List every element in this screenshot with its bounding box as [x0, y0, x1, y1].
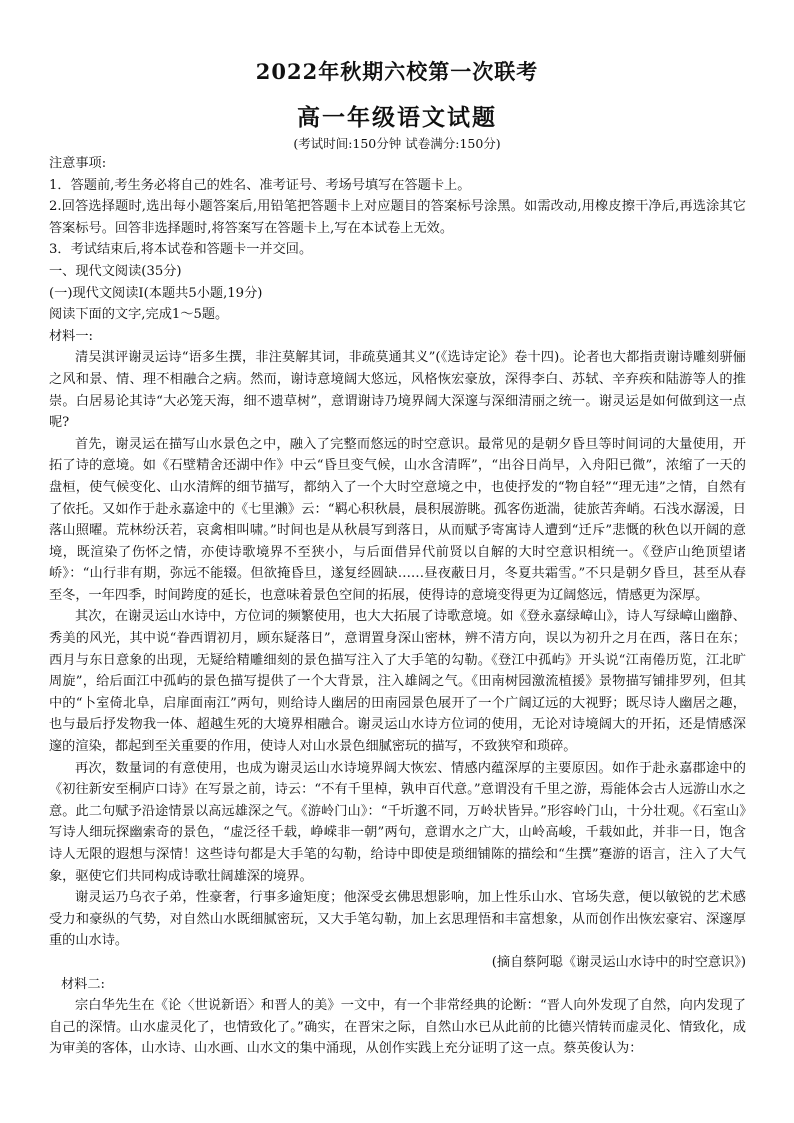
- material-label: 材料一:: [49, 328, 94, 344]
- material-paragraph: 再次，数量词的有意使用，也成为谢灵运山水诗境界阔大恢宏、情感内蕴深厚的主要原因。如作于赴永嘉郡途中的《初往新安至桐庐口诗》在写景之前，诗云：“不有千里棹，孰申百代意。”意谓没有千里之游，焉能体会古人远游山水之意。此二句赋予沿途情景以高远雄深之气。《游岭门山》：“千圻邈不同，万岭状皆异。”形容岭门山，十分壮观。《石室山》写诗人细玩探幽索奇的景色，“虚泛径千载，峥嵘非一朝”两句，意谓水之广大，山岭高峻，千载如此，并非一日，饱含诗人无限的遐想与深情！这些诗句都是大手笔的勾勒，给诗中即使是琐细铺陈的描绘和“生撰”蹇游的语言，注入了大气象，驱使它们共同构成诗歌壮阔雄深的境界。: [49, 760, 746, 884]
- exam-title: 2022年秋期六校第一次联考: [255, 59, 539, 84]
- notice-heading: 注意事项:: [49, 156, 107, 171]
- notice-item: 2.回答选择题时,选出每小题答案后,用铅笔把答题卡上对应题目的答案标号涂黑。如需改动,用橡皮擦干净后,再选涂其它答案标号。回答非选择题时,将答案写在答题卡上,写在本试卷上无效。: [49, 199, 746, 236]
- material-paragraph: 宗白华先生在《论〈世说新语〉和晋人的美》一文中，有一个非常经典的论断：“晋人向外发现了自然，向内发现了自己的深情。山水虚灵化了，也情致化了。”确实，在晋宋之际，自然山水已从此前的比德兴情转而虚灵化、情致化，成为审美的客体，山水诗、山水画、山水文的集中涌现，从创作实践上充分证明了这一点。蔡英俊认为：: [49, 998, 746, 1057]
- paper-title: 高一年级语文试题: [297, 104, 497, 131]
- material-label: 材料二:: [61, 976, 106, 992]
- section-heading: 一、现代文阅读(35分): [49, 263, 182, 279]
- material-source: (摘自蔡阿聪《谢灵运山水诗中的时空意识》): [491, 954, 746, 970]
- exam-info: (考试时间:150分钟 试卷满分:150分): [293, 136, 501, 151]
- section-sub-heading: (一)现代文阅读Ⅰ(本题共5小题,19分): [49, 285, 263, 301]
- material-paragraph: 其次，在谢灵运山水诗中，方位词的频繁使用，也大大拓展了诗歌意境。如《登永嘉绿嶂山》，诗人写绿嶂山幽静、秀美的风光，其中说“眷西谓初月，顾东疑落日”，意谓置身深山密林，辨不清方向，误以为初升之月在西，落日在东；西月与东日意象的出现，无疑给精雕细刻的景色描写注入了大手笔的勾勒。《登江中孤屿》开头说“江南倦历览，江北旷周旋”，给后面江中孤屿的景色描写提供了一个大背景，注入雄阔之气。《田南树园激流植援》景物描写铺排罗列，但其中的“卜室倚北阜，启扉面南江”两句，则给诗人幽居的田南园景色展开了一个广阔辽远的大视野；既尽诗人幽居之趣，也与最后抒发物我一体、超越生死的大境界相融合。谢灵运山水诗方位词的使用，无论对诗境阔大的开拓，还是情感深邃的渲染，都起到至关重要的作用，使诗人对山水景色细腻密玩的描写，不致狭窄和琐碎。: [49, 609, 746, 755]
- section-instruction: 阅读下面的文字,完成1～5题。: [49, 307, 229, 323]
- notice-item: 1．答题前,考生务必将自己的姓名、准考证号、考场号填写在答题卡上。: [49, 177, 471, 193]
- material-paragraph: 清吴淇评谢灵运诗“语多生撰，非注莫解其词，非疏莫通其义”(《选诗定论》卷十四)。论者也大都指责谢诗雕刻骈俪之风和景、情、理不相融合之病。然而，谢诗意境阔大悠远，风格恢宏豪放，深得李白、苏轼、辛弃疾和陆游等人的推崇。白居易论其诗“大必笼天海，细不遗草树”，意谓谢诗乃境界阔大深邃与深细清丽之统一。谢灵运是如何做到这一点呢?: [49, 350, 746, 431]
- exam-body: [49, 153, 746, 1060]
- material-paragraph: 谢灵运乃乌衣子弟，性豪奢，行事多逾矩度；他深受玄佛思想影响，加上性乐山水、官场失意，便以敏锐的艺术感受力和豪纵的气势，对自然山水既细腻密玩，又大手笔勾勒，加上玄思理悟和丰富想象，从而创作出恢宏豪宕、深邃厚重的山水诗。: [49, 890, 746, 949]
- material-paragraph: 首先，谢灵运在描写山水景色之中，融入了完整而悠远的时空意识。最常见的是朝夕昏旦等时间词的大量使用，开拓了诗的意境。如《石壁精舍还湖中作》中云“昏旦变气候，山水含清晖”，“出谷日尚早，入舟阳已微”，浓缩了一天的盘桓，使气候变化、山水清辉的细节描写，都纳入了一个大时空意境之中，也使抒发的“物自轻”“理无违”之情，自然有了依托。又如作于赴永嘉途中的《七里濑》云：“羁心积秋晨，晨积展游眺。孤客伤逝湍，徒旅苦奔峭。石浅水潺湲，日落山照曜。荒林纷沃若，哀禽相叫啸。”时间也是从秋晨写到落日，从而赋予寄寓诗人遭到“迁斥”悲慨的秋色以开阔的意境，既渲染了伤怀之情，亦使诗歌境界不至狭小，与后面借异代前贤以自解的大时空意识相统一。《登庐山绝顶望诸峤》：“山行非有期，弥远不能辍。但欲掩昏旦，遂复经圆缺……昼夜蔽日月，冬夏共霜雪。”不只是朝夕昏旦，甚至从春至冬，一年四季，时间跨度的延长，也意味着景色空间的拓展，使得诗的意境变得更为辽阔悠远，情感更为深厚。: [49, 436, 746, 603]
- notice-item: 3．考试结束后,将本试卷和答题卡一并交回。: [49, 242, 313, 258]
